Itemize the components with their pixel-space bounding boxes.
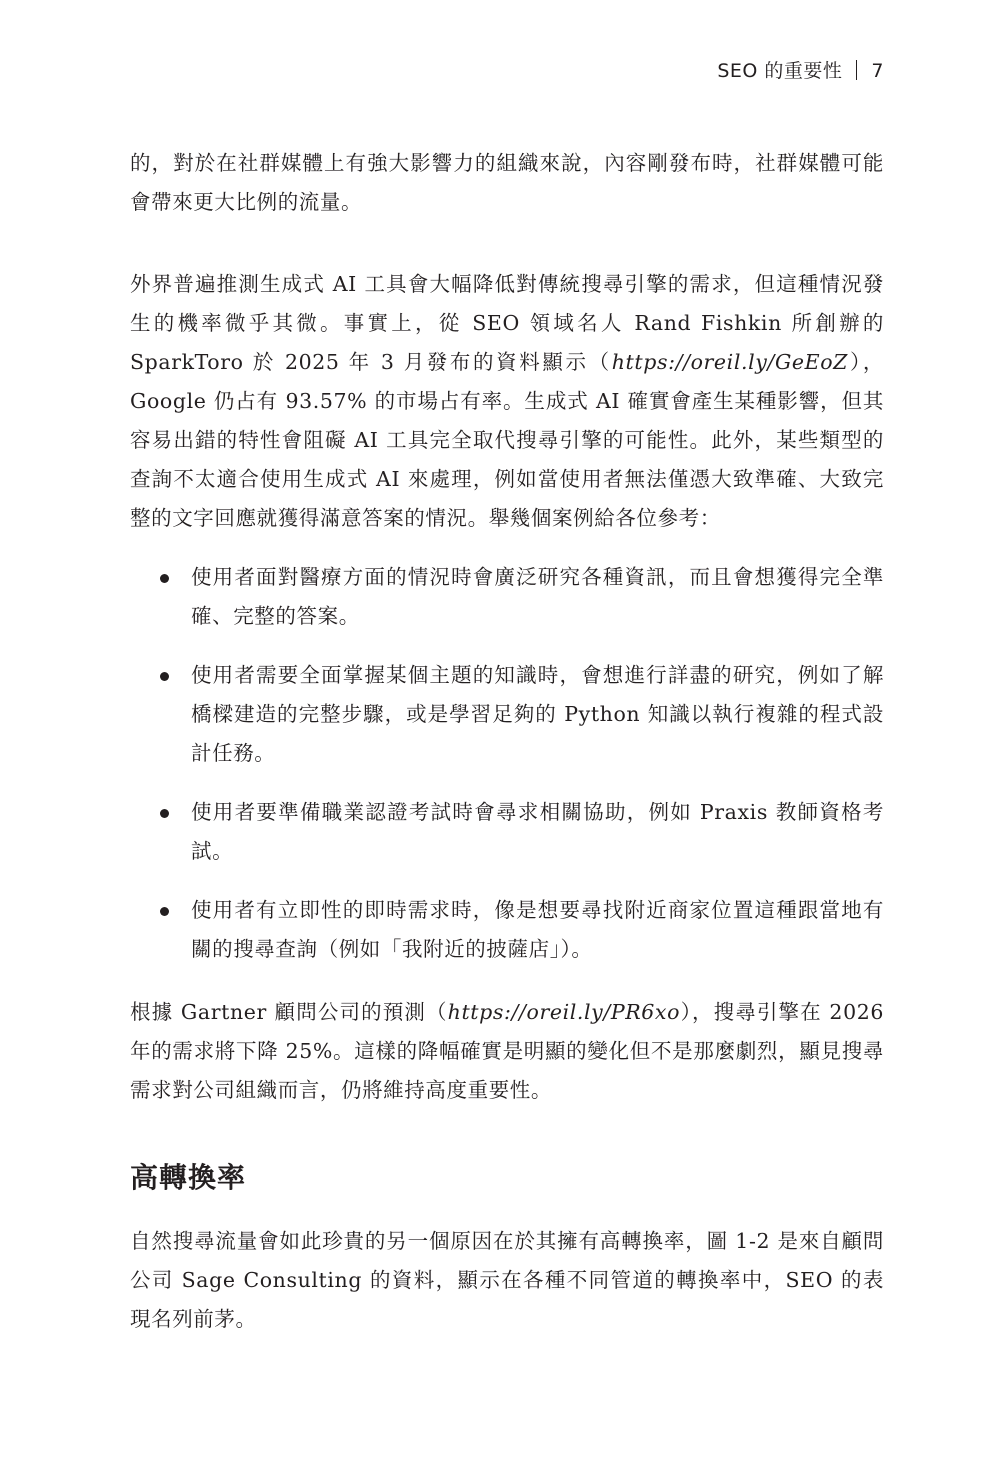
header-divider — [856, 60, 857, 80]
sparktoro-link[interactable]: https://oreil.ly/GeEoZ — [611, 350, 848, 374]
page-body — [130, 144, 884, 1339]
page-number: 7 — [871, 60, 884, 82]
paragraph-continuation: 的，對於在社群媒體上有強大影響力的組織來說，內容剛發布時，社群媒體可能會帶來更大比例的流量。 — [130, 151, 884, 214]
paragraph-text: 外界普遍推測生成式 AI 工具會大幅降低對傳統搜尋引擎的需求，但這種情況發生的機率微乎其微。事實上，從 SEO 領域名人 Rand Fishkin 所創辦的 SparkToro 於 2025 年 3 月發布的資料顯示（ — [130, 272, 884, 374]
list-item — [130, 793, 884, 871]
list-item — [130, 891, 884, 969]
bullet-icon — [160, 809, 169, 818]
running-header — [717, 56, 884, 83]
paragraph-text: ），搜尋引擎在 2026 年的需求將下降 25%。這樣的降幅確實是明顯的變化但不是那麼劇烈，顯見搜尋需求對公司組織而言，仍將維持高度重要性。 — [130, 1000, 885, 1102]
paragraph-conversion: 自然搜尋流量會如此珍貴的另一個原因在於其擁有高轉換率，圖 1-2 是來自顧問公司 Sage Consulting 的資料，顯示在各種不同管道的轉換率中，SEO 的表現名列前茅。 — [130, 1229, 884, 1331]
paragraph-text: 根據 Gartner 顧問公司的預測（ — [130, 1000, 448, 1024]
list-item-text: 使用者需要全面掌握某個主題的知識時，會想進行詳盡的研究，例如了解橋樑建造的完整步驟，或是學習足夠的 Python 知識以執行複雜的程式設計任務。 — [191, 663, 884, 765]
chapter-title: SEO 的重要性 — [717, 60, 843, 82]
list-item — [130, 656, 884, 773]
gartner-link[interactable]: https://oreil.ly/PR6xo — [447, 1000, 681, 1024]
list-item-text: 使用者要準備職業認證考試時會尋求相關協助，例如 Praxis 教師資格考試。 — [191, 800, 884, 863]
bullet-icon — [160, 907, 169, 916]
list-item-text: 使用者面對醫療方面的情況時會廣泛研究各種資訊，而且會想獲得完全準確、完整的答案。 — [191, 565, 884, 628]
bullet-icon — [160, 574, 169, 583]
paragraph-generative-ai — [130, 265, 884, 538]
bullet-icon — [160, 672, 169, 681]
section-heading: 高轉換率 — [130, 1161, 247, 1194]
paragraph-text: ），Google 仍占有 93.57% 的市場占有率。生成式 AI 確實會產生某種影響，但其容易出錯的特性會阻礙 AI 工具完全取代搜尋引擎的可能性。此外，某些類型的查詢不太適合使用生成式 AI 來處理，例如當使用者無法僅憑大致準確、大致完整的文字回應就獲得滿意答案的情況。舉幾個案例給各位參考： — [130, 350, 884, 530]
example-list — [130, 558, 884, 969]
paragraph-gartner — [130, 993, 884, 1110]
list-item — [130, 558, 884, 636]
list-item-text: 使用者有立即性的即時需求時，像是想要尋找附近商家位置這種跟當地有關的搜尋查詢（例如「我附近的披薩店」）。 — [191, 898, 884, 961]
